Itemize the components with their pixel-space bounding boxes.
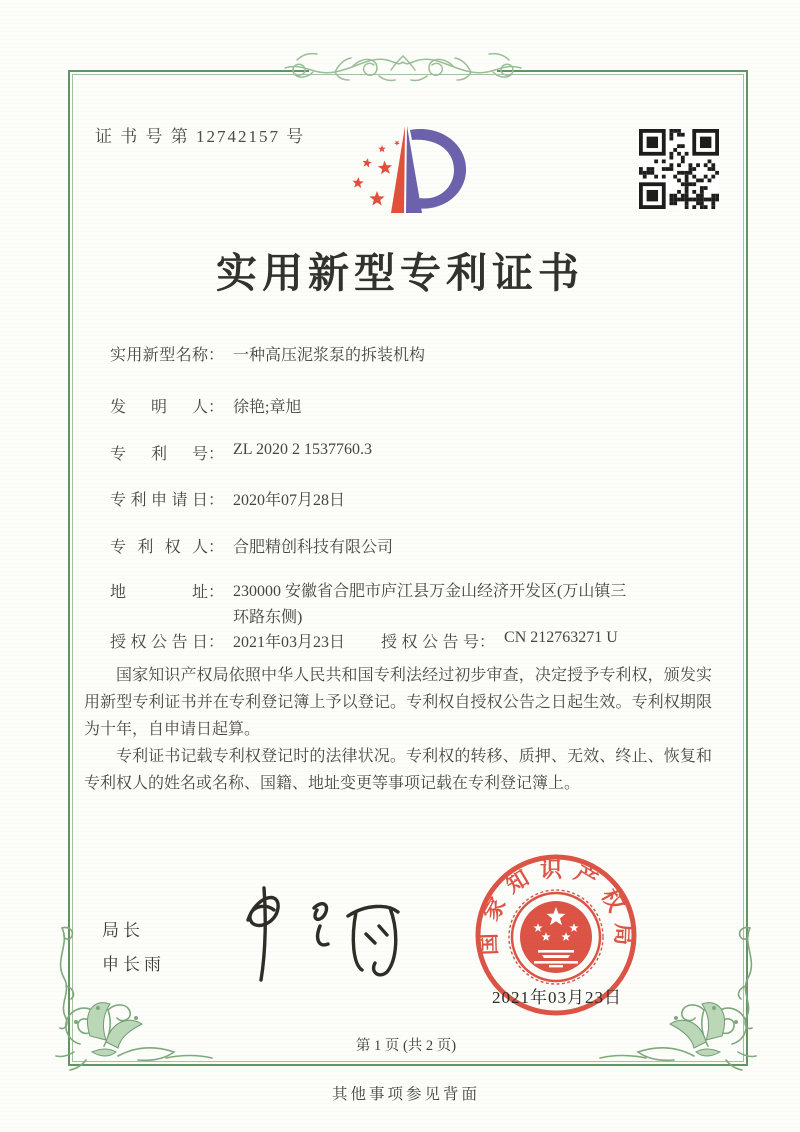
field-value: 230000 安徽省合肥市庐江县万金山经济开发区(万山镇三环路东侧) — [233, 583, 627, 626]
field-value: 2020年07月28日 — [233, 492, 346, 509]
field-row-filing-date — [110, 487, 345, 510]
seal-date: 2021年03月23日 — [492, 988, 622, 1007]
field-value: 一种高压泥浆泵的拆装机构 — [233, 347, 426, 364]
field-colon: ： — [208, 492, 225, 509]
page-number: 第 1 页 (共 2 页) — [355, 1038, 457, 1054]
qr-code-icon — [639, 129, 719, 209]
field-row-grant — [110, 629, 618, 652]
grant-number-value: CN 212763271 U — [504, 629, 618, 646]
handwritten-signature-icon — [228, 878, 408, 988]
field-label: 实用新型名称 — [110, 347, 208, 364]
certificate-number: 证 书 号 第 12742157 号 — [95, 127, 306, 146]
grant-number-label: 授权公告号 — [381, 634, 480, 651]
commissioner-title: 局长 — [102, 921, 144, 940]
legal-text-block — [84, 662, 712, 797]
field-row-address — [110, 579, 639, 631]
field-row-patent-number — [110, 441, 372, 464]
field-label: 专利申请日 — [110, 492, 208, 509]
field-colon: ： — [208, 446, 225, 463]
field-colon: ： — [208, 399, 225, 416]
field-colon: ： — [208, 539, 225, 556]
legal-paragraph-1: 国家知识产权局依照中华人民共和国专利法经过初步审查，决定授予专利权，颁发实用新型专利证书并在专利登记簿上予以登记。专利权自授权公告之日起生效。专利权期限为十年，自申请日起算。 — [84, 667, 712, 738]
grant-date-label: 授权公告日 — [110, 634, 208, 651]
field-colon: ： — [208, 584, 225, 601]
field-row-inventor — [110, 394, 301, 417]
top-flourish-ornament-icon — [283, 42, 523, 94]
field-label: 发明人 — [110, 399, 208, 416]
seal-text: 国家知识产权局 — [475, 857, 637, 956]
field-value: 徐艳;章旭 — [233, 399, 302, 416]
field-value: ZL 2020 2 1537760.3 — [233, 441, 372, 458]
field-row-patentee — [110, 534, 393, 557]
back-side-note: 其他事项参见背面 — [331, 1086, 480, 1103]
field-label: 地址 — [110, 584, 208, 601]
grant-number-group — [381, 629, 618, 652]
field-row-utility-model-name — [110, 342, 425, 365]
legal-paragraph-2: 专利证书记载专利权登记时的法律状况。专利权的转移、质押、无效、终止、恢复和专利权人的姓名或名称、国籍、地址变更等事项记载在专利登记簿上。 — [84, 748, 712, 792]
cnipa-logo-icon — [346, 116, 472, 228]
grant-date-value: 2021年03月23日 — [233, 634, 346, 651]
field-colon: ： — [479, 634, 496, 651]
field-label: 专利号 — [110, 446, 208, 463]
commissioner-name: 申长雨 — [102, 955, 165, 974]
certificate-title: 实用新型专利证书 — [216, 250, 584, 296]
field-colon: ： — [208, 347, 225, 364]
field-colon: ： — [208, 634, 225, 651]
field-value: 合肥精创科技有限公司 — [233, 539, 394, 556]
field-label: 专利权人 — [110, 539, 208, 556]
